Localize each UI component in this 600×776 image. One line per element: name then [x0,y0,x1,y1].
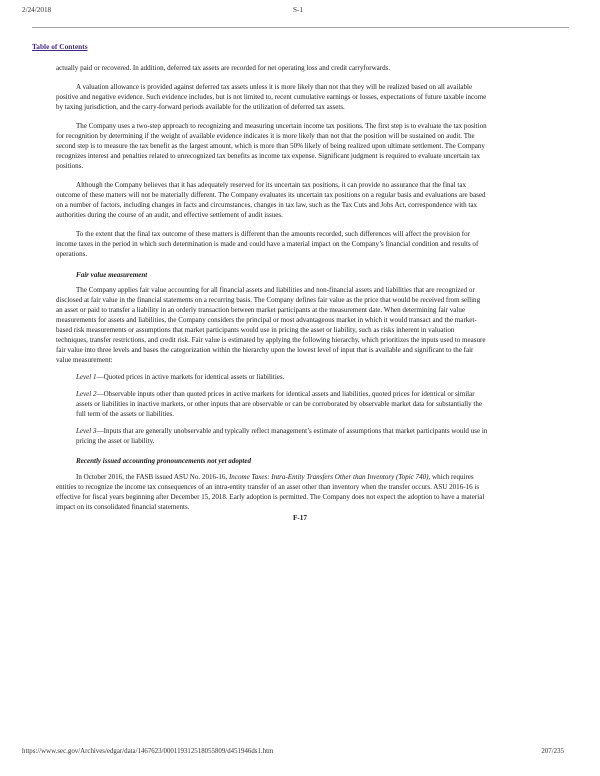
asu-text-post: , which requires [428,473,474,481]
paragraph-line: authorities during the course of an audit, and effective settlement of audit issues. [56,211,283,219]
paragraph-line: operations. [56,250,88,258]
paragraph-line: Although the Company believes that it has adequately reserved for its uncertain tax positions, it can provide no assurance that the final tax [76,181,467,189]
paragraph-line: entities to recognize the income tax consequences of an intra-entity transfer of an asset other than inventory when the transfer occurs. ASU 2016-16 is [56,483,480,491]
paragraph-line: positive and negative evidence. Such evidence includes, but is not limited to, recent cumulative earnings or losses, expectations of future taxable income [56,93,487,101]
section-heading-fair-value: Fair value measurement [76,271,148,279]
paragraph-line: actually paid or recovered. In addition, deferred tax assets are recorded for net operating loss and credit carryforwards. [56,64,391,72]
paragraph-line: disclosed at fair value in the financial statements on a recurring basis. The Company defines fair value as the price that would be received from selling [56,296,481,304]
paragraph-line: value measurement: [56,356,113,364]
print-date: 2/24/2018 [22,6,52,14]
paragraph-line: pricing the asset or liability. [76,437,155,445]
paragraph-line: income taxes in the period in which such determination is made and could have a material impact on the Company’s financial condition and results of [56,240,479,248]
paragraph-line: assets or liabilities in inactive markets, or other inputs that are observable or can be corroborated by observable market data for substantially the [76,400,483,408]
page-number: F-17 [293,514,307,522]
header-divider [32,27,569,28]
page-count: 207/235 [541,748,564,755]
paragraph-line: an asset or paid to transfer a liability in an orderly transaction between market participants at the measurement date. When determining fair value [56,306,466,314]
paragraph-line: fair value into three levels and bases the categorization within the hierarchy upon the lowest level of input that is available and significant to the fair [56,346,474,354]
source-url: https://www.sec.gov/Archives/edgar/data/1467623/000119312518055809/d451946ds1.htm [22,748,274,755]
level-3-text: —Inputs that are generally unobservable and typically reflect management’s estimate of assumptions that market participants would use in [96,427,488,435]
paragraph-line: by taxing jurisdiction, and the carry-forward periods available for the utilization of deferred tax assets. [56,103,345,111]
level-2-label: Level 2 [76,390,97,398]
paragraph-line: recognizes interest and penalties related to unrecognized tax benefits as income tax expense. Significant judgment is required to evaluate uncertain tax [56,152,481,160]
paragraph-line [76,472,474,482]
paragraph-line: impact on its consolidated financial statements. [56,503,190,511]
level-1-item [76,372,284,382]
paragraph-line: measurements for assets and liabilities, the Company considers the principal or most advantageous market in which it would transact and the market- [56,316,477,324]
paragraph-line: The Company applies fair value accounting for all financial assets and liabilities and non-financial assets and liabilities that are recognized or [76,286,475,294]
paragraph-line: techniques, transfer restrictions, and credit risk. Fair value is estimated by applying the following hierarchy, which prioritizes the inputs used to measure [56,336,486,344]
paragraph-line: for recognition by determining if the weight of available evidence indicates it is more likely than not that the position will be sustained on audit. The [56,132,475,140]
level-3-item [76,426,487,436]
level-1-text: —Quoted prices in active markets for identical assets or liabilities. [96,373,285,381]
section-heading-recent-pronouncements: Recently issued accounting pronouncements not yet adopted [76,457,251,465]
asu-text-pre: In October 2016, the FASB issued ASU No. 2016-16, [76,473,229,481]
asu-title: Income Taxes: Intra-Entity Transfers Other than Inventory (Topic 740) [228,473,429,481]
paragraph-line: effective for fiscal years beginning after December 15, 2018. Early adoption is permitted. The Company does not expect the adoption to have a material [56,493,485,501]
paragraph-line: The Company uses a two-step approach to recognizing and measuring uncertain income tax positions. The first step is to evaluate the tax position [76,122,487,130]
paragraph-line: on a number of factors, including changes in facts and circumstances, changes in tax law, such as the Tax Cuts and Jobs Act, correspondence with tax [56,201,478,209]
paragraph-line: based risk measurements or assumptions that market participants would use in pricing the asset or liability, such as risks inherent in valuation [56,326,455,334]
paragraph-line: A valuation allowance is provided against deferred tax assets unless it is more likely than not that they will be realized based on all available [76,83,473,91]
print-header [22,6,578,18]
level-2-item [76,389,475,399]
paragraph-line: positions. [56,162,84,170]
level-3-label: Level 3 [76,427,97,435]
paragraph-line: outcome of these matters will not be materially different. The Company evaluates its uncertain tax positions on a regular basis and evaluations are based [56,191,486,199]
table-of-contents-link[interactable]: Table of Contents [32,42,88,51]
level-1-label: Level 1 [76,373,97,381]
paragraph-line: full term of the assets or liabilities. [76,410,175,418]
paragraph-line: To the extent that the final tax outcome of these matters is different than the amounts recorded, such differences will affect the provision for [76,230,471,238]
print-title: S-1 [293,6,303,14]
paragraph-line: second step is to measure the tax benefit as the largest amount, which is more than 50% likely of being realized upon ultimate settlement. The Company [56,142,485,150]
level-2-text: —Observable inputs other than quoted prices in active markets for identical assets and liabilities, quoted prices for identical or similar [96,390,475,398]
print-footer [22,748,578,760]
